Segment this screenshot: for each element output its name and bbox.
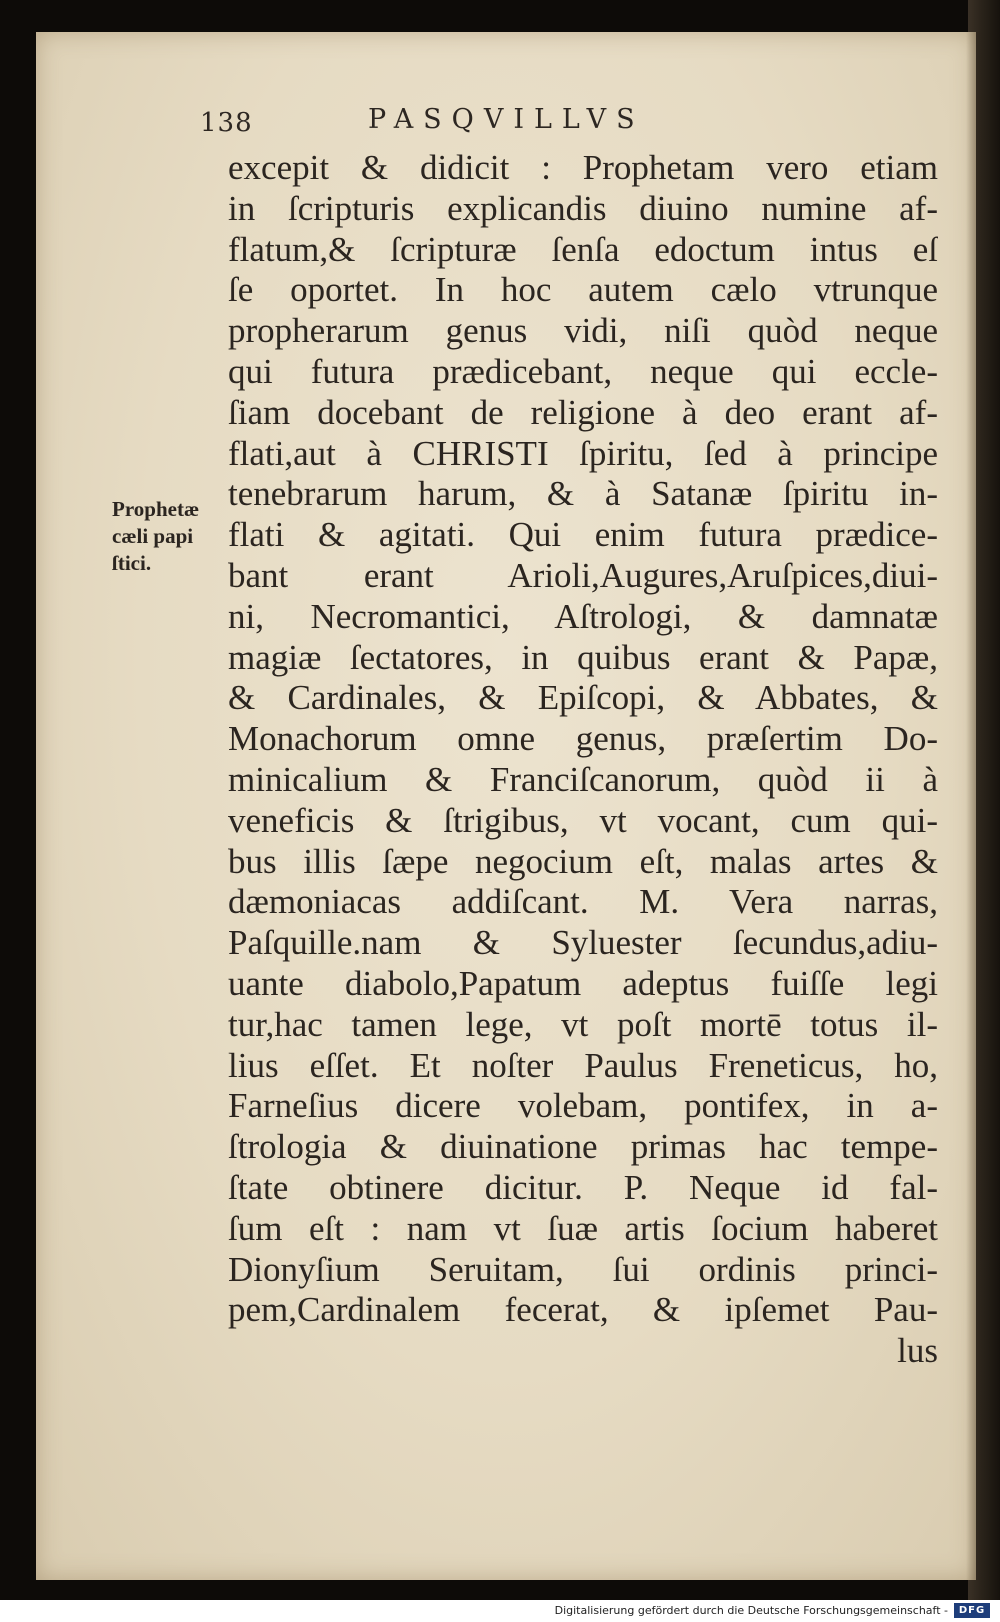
page-header <box>200 104 760 144</box>
text-line: & Cardinales, & Epiſcopi, & Abbates, & <box>228 678 938 718</box>
text-line: magiæ ſectatores, in quibus erant & Papæ, <box>228 637 938 677</box>
text-line: bus illis ſæpe negocium eſt, malas artes & <box>228 841 938 881</box>
text-line: in ſcripturis explicandis diuino numine af- <box>228 188 938 228</box>
text-line: tur,hac tamen lege, vt poſt mortē totus il- <box>228 1004 938 1044</box>
text-line: veneficis & ſtrigibus, vt vocant, cum qui- <box>228 800 938 840</box>
text-line: excepit & didicit : Prophetam vero etiam <box>228 148 938 187</box>
text-line: Farneſius dicere volebam, pontifex, in a- <box>228 1086 938 1126</box>
text-line: minicalium & Franciſcanorum, quòd ii à <box>228 759 938 799</box>
text-line: dæmoniacas addiſcant. M. Vera narras, <box>228 882 938 922</box>
marginal-note-line: Prophetæ <box>112 497 200 521</box>
text-line: qui futura prædicebant, neque qui eccle- <box>228 351 938 391</box>
text-line: flatum,& ſcripturæ ſenſa edoctum intus eſ <box>228 229 938 269</box>
text-line: lius eſſet. Et noſter Paulus Freneticus, ho, <box>228 1045 938 1085</box>
marginal-note-line: cæli papi <box>112 524 194 548</box>
text-line: Paſquille.nam & Syluester ſecundus,adiu- <box>228 923 938 963</box>
text-line: ni, Necromantici, Aſtrologi, & damnatæ <box>228 596 938 636</box>
text-line: ſiam docebant de religione à deo erant af- <box>228 392 938 432</box>
text-line: Dionyſium Seruitam, ſui ordinis princi- <box>228 1249 938 1289</box>
text-line: propherarum genus vidi, niſi quòd neque <box>228 311 938 351</box>
dfg-logo: DFG <box>954 1603 990 1618</box>
marginal-note <box>112 496 236 577</box>
text-line: flati,aut à CHRISTI ſpiritu, ſed à principe <box>228 433 938 473</box>
text-line: ſum eſt : nam vt ſuæ artis ſocium haberet <box>228 1208 938 1248</box>
text-line: pem,Cardinalem fecerat, & ipſemet Pau- <box>228 1290 938 1330</box>
text-line: tenebrarum harum, & à Satanæ ſpiritu in- <box>228 474 938 514</box>
text-line: ſtate obtinere dicitur. P. Neque id fal- <box>228 1167 938 1207</box>
text-line: ſtrologia & diuinatione primas hac tempe- <box>228 1127 938 1167</box>
text-line: Monachorum omne genus, præſertim Do- <box>228 719 938 759</box>
funding-note: Digitalisierung gefördert durch die Deutsche Forschungsgemeinschaft - <box>554 1604 948 1617</box>
body-text <box>228 148 938 1372</box>
catchword: lus <box>897 1331 938 1371</box>
running-title: PASQVILLVS <box>368 104 645 135</box>
text-line: bant erant Arioli,Augures,Aruſpices,diui- <box>228 555 938 595</box>
text-line: ſe oportet. In hoc autem cælo vtrunque <box>228 270 938 310</box>
text-line: flati & agitati. Qui enim futura prædice- <box>228 515 938 555</box>
marginal-note-line: ſtici. <box>112 551 152 575</box>
text-line: uante diabolo,Papatum adeptus fuiſſe legi <box>228 963 938 1003</box>
footer-bar <box>0 1600 1000 1622</box>
page-number: 138 <box>200 108 253 138</box>
